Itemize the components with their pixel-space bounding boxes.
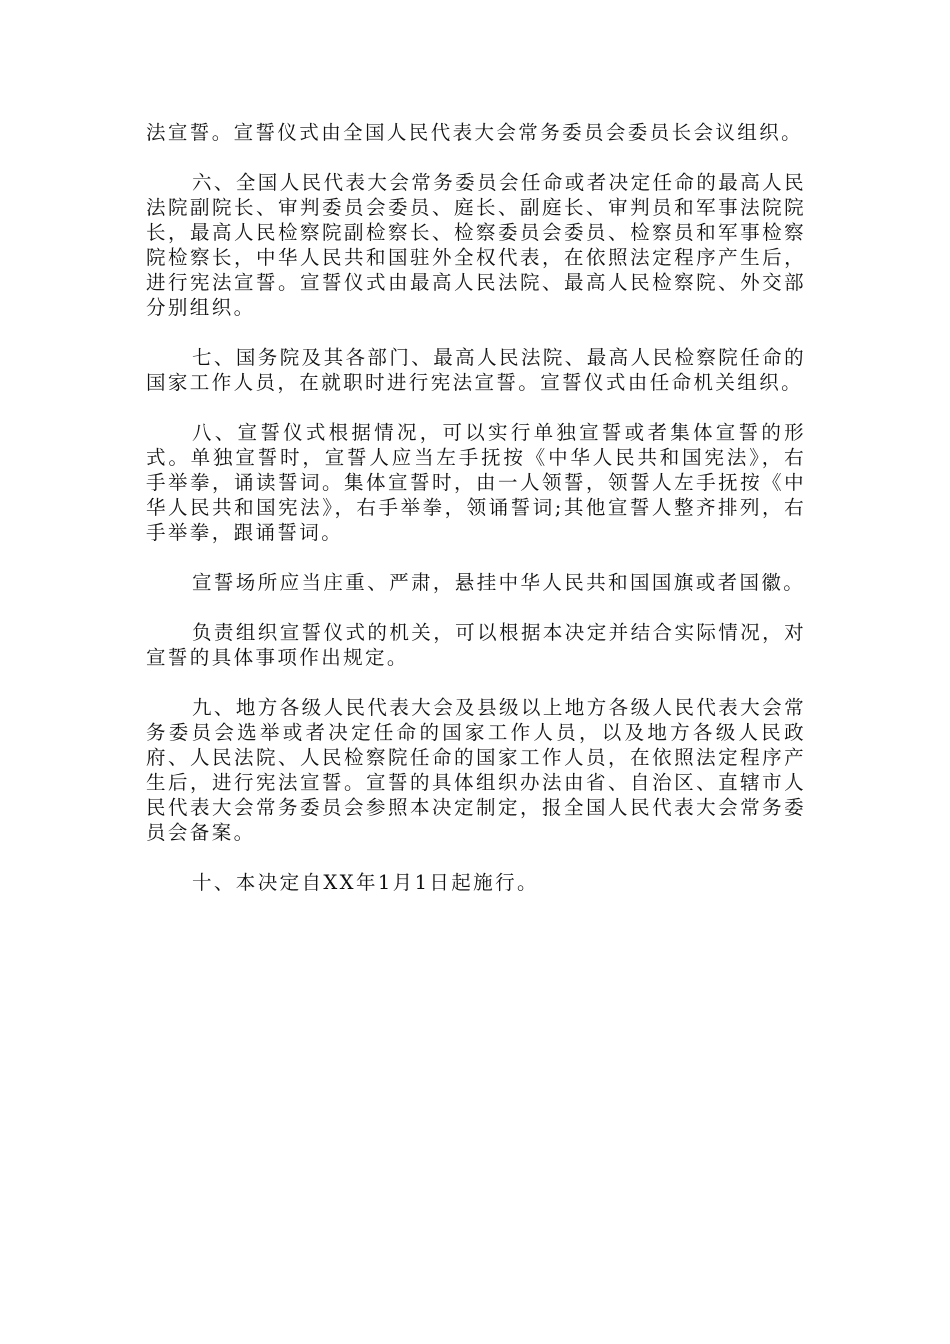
paragraph-organizer: 负责组织宣誓仪式的机关，可以根据本决定并结合实际情况，对宣誓的具体事项作出规定。 [146,621,806,669]
paragraph-continuation: 法宣誓。宣誓仪式由全国人民代表大会常务委员会委员长会议组织。 [146,121,804,144]
paragraph-venue: 宣誓场所应当庄重、严肃，悬挂中华人民共和国国旗或者国徽。 [192,571,806,594]
paragraph-article-7: 七、国务院及其各部门、最高人民法院、最高人民检察院任命的国家工作人员，在就职时进行宪法宣誓。宣誓仪式由任命机关组织。 [146,346,806,394]
document-body [146,120,806,920]
paragraph-article-6: 六、全国人民代表大会常务委员会任命或者决定任命的最高人民法院副院长、审判委员会委员、庭长、副庭长、审判员和军事法院院长，最高人民检察院副检察长、检察委员会委员、检察员和军事检察院检察长，中华人民共和国驻外全权代表，在依照法定程序产生后，进行宪法宣誓。宣誓仪式由最高人民法院、最高人民检察院、外交部分别组织。 [146,171,806,319]
paragraph-article-9: 九、地方各级人民代表大会及县级以上地方各级人民代表大会常务委员会选举或者决定任命的国家工作人员，以及地方各级人民政府、人民法院、人民检察院任命的国家工作人员，在依照法定程序产生后，进行宪法宣誓。宣誓的具体组织办法由省、自治区、直辖市人民代表大会常务委员会参照本决定制定，报全国人民代表大会常务委员会备案。 [146,696,806,844]
paragraph-article-8: 八、宣誓仪式根据情况，可以实行单独宣誓或者集体宣誓的形式。单独宣誓时，宣誓人应当左手抚按《中华人民共和国宪法》，右手举拳，诵读誓词。集体宣誓时，由一人领誓，领誓人左手抚按《中华人民共和国宪法》，右手举拳，领诵誓词;其他宣誓人整齐排列，右手举拳，跟诵誓词。 [146,421,806,544]
paragraph-article-10: 十、本决定自XX年1月1日起施行。 [192,871,539,894]
